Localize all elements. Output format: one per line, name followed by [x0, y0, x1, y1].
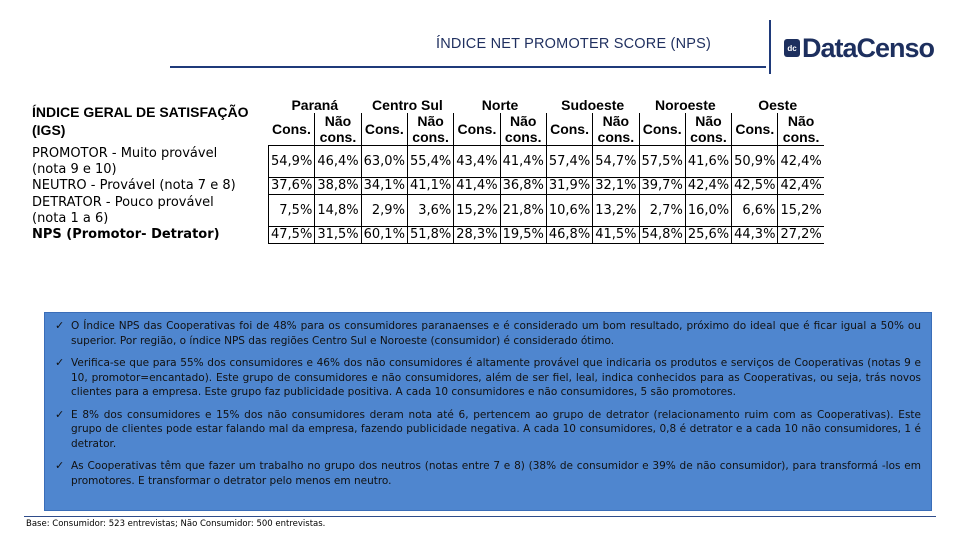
- table-cell: 2,9%: [361, 195, 407, 227]
- table-cell: 41,6%: [685, 146, 731, 178]
- col-nao: Não: [500, 113, 546, 129]
- table-cell: 54,7%: [593, 146, 639, 178]
- row-label: [30, 146, 269, 178]
- region-sudoeste: Sudoeste: [561, 97, 625, 113]
- col-nao: Não: [685, 113, 731, 129]
- table-row-nps: [30, 227, 824, 244]
- table-cell: 13,2%: [593, 195, 639, 227]
- table-cell: 54,8%: [639, 227, 685, 244]
- table-cell: 55,4%: [407, 146, 453, 178]
- table-cell: 60,1%: [361, 227, 407, 244]
- row-label-line-1: DETRATOR - Pouco provável: [32, 194, 214, 210]
- table-row: [30, 178, 824, 195]
- row-label: NEUTRO - Provável (nota 7 e 8): [32, 178, 236, 193]
- nps-table: [30, 97, 824, 244]
- table-cell: 42,4%: [778, 146, 824, 178]
- check-icon: ✓: [55, 407, 65, 421]
- table-cell: 3,6%: [407, 195, 453, 227]
- note-text: E 8% dos consumidores e 15% dos não consumidores deram nota até 6, pertencem ao grupo de detrator (relacionamento ruim com as Cooperativas). Este grupo de clientes pode estar falando mal da empresa, fazendo publicidade negativa. A cada 10 consumidores, 0,8 é detrator e a cada 10 não consumidores, 1 é detrator.: [71, 408, 921, 450]
- table-cell: 15,2%: [454, 195, 500, 227]
- table-cell: 25,6%: [685, 227, 731, 244]
- check-icon: ✓: [55, 356, 65, 369]
- region-oeste: Oeste: [758, 97, 798, 113]
- table-cell: 15,2%: [778, 195, 824, 227]
- table-cell: 54,9%: [269, 146, 315, 178]
- region-header-row: [30, 97, 824, 113]
- table-cell: 41,1%: [407, 178, 453, 195]
- note-text: Verifica-se que para 55% dos consumidores e 46% dos não consumidores é altamente provável que indicaria os produtos e serviços de Cooperativas (notas 9 e 10, promotor=encantado). Este grupo de consumidores e não consumidores, além de ser fiel, leal, indica conhecidos para as Cooperativas, ou seja, trás novos clientes para a empresa. Este grupo faz publicidade positiva. A cada 10 consumidores e não consumidores, 5 são promotores.: [71, 357, 921, 398]
- col-nao-cons: cons.: [593, 129, 639, 146]
- check-icon: ✓: [55, 459, 65, 472]
- row-label: NPS (Promotor- Detrator): [32, 227, 220, 242]
- table-cell: 57,5%: [639, 146, 685, 178]
- table-cell: 14,8%: [315, 195, 361, 227]
- row-header-line-1: ÍNDICE GERAL DE SATISFAÇÃO: [32, 104, 249, 121]
- header-divider: [769, 20, 771, 74]
- datacenso-logo: [784, 33, 934, 63]
- col-nao: Não: [407, 113, 453, 129]
- title-underline: [170, 66, 766, 68]
- table-cell: 16,0%: [685, 195, 731, 227]
- region-noroeste: Noroeste: [654, 97, 716, 113]
- note-text: O Índice NPS das Cooperativas foi de 48% para os consumidores paranaenses e é considerado um bom resultado, próximo do ideal que é ficar igual a 50% ou superior. Por região, o índice NPS das regiões Centro Sul e Noroeste (consumidor) é considerado ótimo.: [71, 320, 921, 347]
- region-centro-sul: Centro Sul: [372, 97, 443, 113]
- note-text: As Cooperativas têm que fazer um trabalho no grupo dos neutros (notas entre 7 e 8) (38% de consumidor e 39% de não consumidor), para transformá -los em promotores. E transformar o detrator pelo menos em neutro.: [71, 460, 921, 487]
- check-icon: ✓: [55, 319, 65, 332]
- table-cell: 34,1%: [361, 178, 407, 195]
- logo-mark-icon: dc: [784, 39, 800, 57]
- footer-divider: [24, 516, 936, 517]
- table-cell: 27,2%: [778, 227, 824, 244]
- row-header: [30, 97, 269, 146]
- table-cell: 2,7%: [639, 195, 685, 227]
- table-cell: 42,4%: [685, 178, 731, 195]
- table-cell: 50,9%: [732, 146, 778, 178]
- table-cell: 31,9%: [546, 178, 592, 195]
- row-label-line-2: (nota 1 a 6): [32, 210, 109, 226]
- col-cons: Cons.: [732, 113, 778, 146]
- sample-base-note: Base: Consumidor: 523 entrevistas; Não Consumidor: 500 entrevistas.: [26, 519, 326, 529]
- col-cons: Cons.: [361, 113, 407, 146]
- table-cell: 41,5%: [593, 227, 639, 244]
- col-nao: Não: [778, 113, 824, 129]
- table-cell: 28,3%: [454, 227, 500, 244]
- table-cell: 51,8%: [407, 227, 453, 244]
- table-row: [30, 195, 824, 227]
- col-nao: Não: [315, 113, 361, 129]
- table-cell: 46,4%: [315, 146, 361, 178]
- table-cell: 39,7%: [639, 178, 685, 195]
- table-cell: 57,4%: [546, 146, 592, 178]
- table-cell: 43,4%: [454, 146, 500, 178]
- table-cell: 46,8%: [546, 227, 592, 244]
- note-item: [55, 408, 921, 452]
- table-cell: 37,6%: [269, 178, 315, 195]
- table-cell: 44,3%: [732, 227, 778, 244]
- table-cell: 41,4%: [500, 146, 546, 178]
- table-row: [30, 146, 824, 178]
- col-cons: Cons.: [271, 121, 311, 137]
- row-label-line-2: (nota 9 e 10): [32, 161, 117, 177]
- col-cons: Cons.: [454, 113, 500, 146]
- logo-text: DataCenso: [802, 32, 935, 63]
- table-cell: 36,8%: [500, 178, 546, 195]
- table-cell: 19,5%: [500, 227, 546, 244]
- table-cell: 31,5%: [315, 227, 361, 244]
- table-cell: 6,6%: [732, 195, 778, 227]
- region-norte: Norte: [481, 97, 519, 113]
- page-title: ÍNDICE NET PROMOTER SCORE (NPS): [436, 36, 712, 52]
- col-cons: Cons.: [639, 113, 685, 146]
- col-nao-cons: cons.: [500, 129, 546, 146]
- row-label: [30, 195, 269, 227]
- note-item: [55, 356, 921, 400]
- region-parana: Paraná: [291, 97, 339, 113]
- row-label-line-1: PROMOTOR - Muito provável: [32, 145, 218, 161]
- table-cell: 63,0%: [361, 146, 407, 178]
- table-cell: 32,1%: [593, 178, 639, 195]
- col-nao-cons: cons.: [315, 129, 361, 146]
- table-cell: 7,5%: [269, 195, 315, 227]
- table-cell: 38,8%: [315, 178, 361, 195]
- col-cons: Cons.: [546, 113, 592, 146]
- col-nao: Não: [593, 113, 639, 129]
- col-nao-cons: cons.: [778, 129, 824, 146]
- notes-panel: [44, 312, 932, 511]
- table-cell: 21,8%: [500, 195, 546, 227]
- note-item: [55, 319, 921, 348]
- row-header-line-2: (IGS): [32, 122, 66, 139]
- notes-list: [45, 313, 931, 488]
- table-cell: 42,4%: [778, 178, 824, 195]
- table-cell: 41,4%: [454, 178, 500, 195]
- table-cell: 10,6%: [546, 195, 592, 227]
- note-item: [55, 459, 921, 488]
- col-nao-cons: cons.: [407, 129, 453, 146]
- table-cell: 42,5%: [732, 178, 778, 195]
- table-cell: 47,5%: [269, 227, 315, 244]
- col-nao-cons: cons.: [685, 129, 731, 146]
